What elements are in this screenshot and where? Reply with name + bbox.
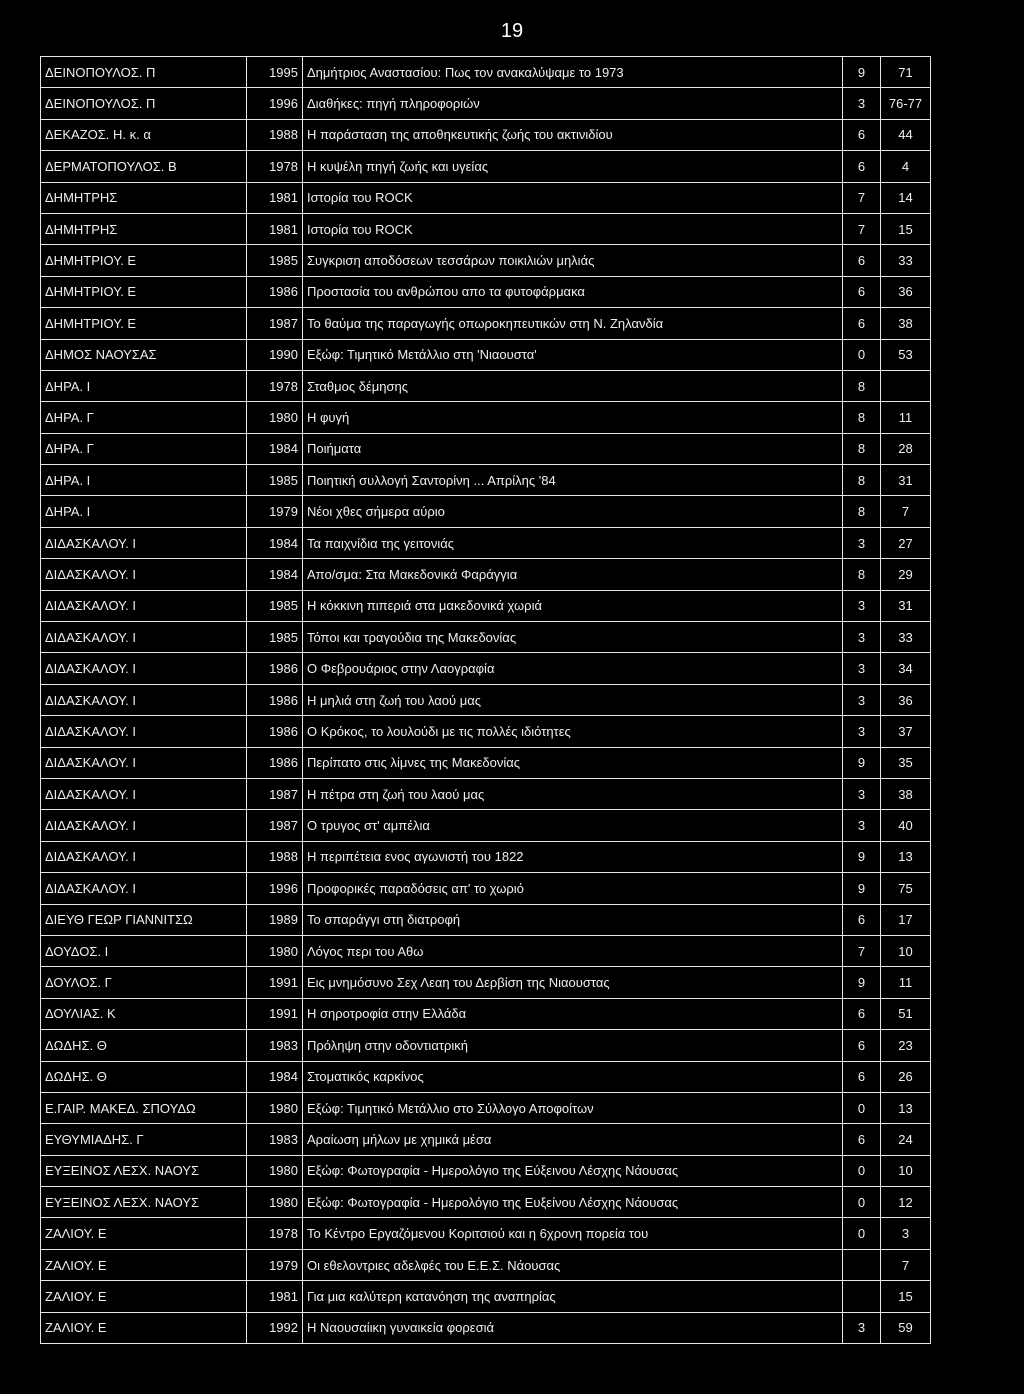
title-cell: Η κυψέλη πηγή ζωής και υγείας bbox=[303, 151, 843, 182]
year-cell: 1983 bbox=[247, 1124, 303, 1155]
year-cell: 1984 bbox=[247, 559, 303, 590]
year-cell: 1986 bbox=[247, 276, 303, 307]
table-row bbox=[41, 998, 931, 1029]
title-cell: Ποιητική συλλογή Σαντορίνη ... Απρίλης '84 bbox=[303, 465, 843, 496]
table-row bbox=[41, 339, 931, 370]
title-cell: Ιστορία του ROCK bbox=[303, 182, 843, 213]
page-cell: 53 bbox=[881, 339, 931, 370]
table-row bbox=[41, 1030, 931, 1061]
page-cell: 15 bbox=[881, 213, 931, 244]
table-row bbox=[41, 935, 931, 966]
title-cell: Ο Κρόκος, το λουλούδι με τις πολλές ιδιότητες bbox=[303, 716, 843, 747]
page-cell: 13 bbox=[881, 841, 931, 872]
title-cell: Η Ναουσαίικη γυναικεία φορεσιά bbox=[303, 1312, 843, 1343]
page-cell: 27 bbox=[881, 527, 931, 558]
title-cell: Η περιπέτεια ενος αγωνιστή του 1822 bbox=[303, 841, 843, 872]
title-cell: Η παράσταση της αποθηκευτικής ζωής του ακτινιδίου bbox=[303, 119, 843, 150]
author-cell: ΔΗΡΑ. Ι bbox=[41, 465, 247, 496]
title-cell: Ο τρυγος στ' αμπέλια bbox=[303, 810, 843, 841]
year-cell: 1979 bbox=[247, 1249, 303, 1280]
issue-cell: 9 bbox=[843, 57, 881, 88]
title-cell: Ποιήματα bbox=[303, 433, 843, 464]
author-cell: ΔΗΜΗΤΡΙΟΥ. Ε bbox=[41, 245, 247, 276]
issue-cell: 6 bbox=[843, 245, 881, 276]
author-cell: ΔΙΔΑΣΚΑΛΟΥ. Ι bbox=[41, 653, 247, 684]
year-cell: 1992 bbox=[247, 1312, 303, 1343]
year-cell: 1981 bbox=[247, 182, 303, 213]
page-cell: 10 bbox=[881, 1155, 931, 1186]
table-row bbox=[41, 402, 931, 433]
table-row bbox=[41, 622, 931, 653]
author-cell: ΔΕΙΝΟΠΟΥΛΟΣ. Π bbox=[41, 57, 247, 88]
author-cell: ΔΙΔΑΣΚΑΛΟΥ. Ι bbox=[41, 527, 247, 558]
page-cell: 29 bbox=[881, 559, 931, 590]
author-cell: ΔΙΔΑΣΚΑΛΟΥ. Ι bbox=[41, 684, 247, 715]
page-cell: 24 bbox=[881, 1124, 931, 1155]
page-cell: 7 bbox=[881, 496, 931, 527]
author-cell: ΔΗΜΗΤΡΗΣ bbox=[41, 182, 247, 213]
author-cell: ΔΗΡΑ. Ι bbox=[41, 496, 247, 527]
table-row bbox=[41, 747, 931, 778]
year-cell: 1985 bbox=[247, 590, 303, 621]
issue-cell: 9 bbox=[843, 967, 881, 998]
year-cell: 1978 bbox=[247, 1218, 303, 1249]
year-cell: 1986 bbox=[247, 653, 303, 684]
title-cell: Για μια καλύτερη κατανόηση της αναπηρίας bbox=[303, 1281, 843, 1312]
author-cell: ΔΩΔΗΣ. Θ bbox=[41, 1061, 247, 1092]
issue-cell: 0 bbox=[843, 1187, 881, 1218]
year-cell: 1980 bbox=[247, 1155, 303, 1186]
issue-cell: 9 bbox=[843, 841, 881, 872]
author-cell: ΔΙΔΑΣΚΑΛΟΥ. Ι bbox=[41, 778, 247, 809]
page-cell: 40 bbox=[881, 810, 931, 841]
issue-cell bbox=[843, 1249, 881, 1280]
year-cell: 1988 bbox=[247, 841, 303, 872]
table-row bbox=[41, 465, 931, 496]
year-cell: 1985 bbox=[247, 622, 303, 653]
page-cell: 26 bbox=[881, 1061, 931, 1092]
page-cell: 51 bbox=[881, 998, 931, 1029]
year-cell: 1996 bbox=[247, 873, 303, 904]
table-row bbox=[41, 276, 931, 307]
year-cell: 1989 bbox=[247, 904, 303, 935]
year-cell: 1986 bbox=[247, 716, 303, 747]
author-cell: ΔΕΚΑΖΟΣ. Η. κ. α bbox=[41, 119, 247, 150]
page-cell: 11 bbox=[881, 967, 931, 998]
issue-cell: 7 bbox=[843, 935, 881, 966]
table-row bbox=[41, 1187, 931, 1218]
issue-cell: 3 bbox=[843, 622, 881, 653]
table-row bbox=[41, 1281, 931, 1312]
title-cell: Απο/σμα: Στα Μακεδονικά Φαράγγια bbox=[303, 559, 843, 590]
author-cell: ΔΙΔΑΣΚΑΛΟΥ. Ι bbox=[41, 873, 247, 904]
title-cell: Νέοι χθες σήμερα αύριο bbox=[303, 496, 843, 527]
title-cell: Εξώφ: Φωτογραφία - Ημερολόγιο της Ευξείνου Λέσχης Νάουσας bbox=[303, 1187, 843, 1218]
issue-cell: 8 bbox=[843, 402, 881, 433]
table-row bbox=[41, 1312, 931, 1343]
year-cell: 1984 bbox=[247, 433, 303, 464]
table-row bbox=[41, 213, 931, 244]
table-row bbox=[41, 873, 931, 904]
year-cell: 1985 bbox=[247, 245, 303, 276]
issue-cell: 6 bbox=[843, 308, 881, 339]
issue-cell: 6 bbox=[843, 1061, 881, 1092]
year-cell: 1995 bbox=[247, 57, 303, 88]
issue-cell: 9 bbox=[843, 873, 881, 904]
issue-cell: 0 bbox=[843, 1155, 881, 1186]
issue-cell: 9 bbox=[843, 747, 881, 778]
page-number: 19 bbox=[500, 20, 524, 42]
issue-cell: 8 bbox=[843, 496, 881, 527]
table-row bbox=[41, 1092, 931, 1123]
title-cell: Αραίωση μήλων με χημικά μέσα bbox=[303, 1124, 843, 1155]
year-cell: 1991 bbox=[247, 967, 303, 998]
author-cell: ΕΥΞΕΙΝΟΣ ΛΕΣΧ. ΝΑΟΥΣ bbox=[41, 1155, 247, 1186]
table-row bbox=[41, 496, 931, 527]
year-cell: 1978 bbox=[247, 370, 303, 401]
title-cell: Εξώφ: Τιμητικό Μετάλλιο στο Σύλλογο Αποφοίτων bbox=[303, 1092, 843, 1123]
year-cell: 1980 bbox=[247, 402, 303, 433]
table-row bbox=[41, 1249, 931, 1280]
page-cell: 35 bbox=[881, 747, 931, 778]
author-cell: ΔΗΡΑ. Ι bbox=[41, 370, 247, 401]
issue-cell: 8 bbox=[843, 433, 881, 464]
issue-cell: 3 bbox=[843, 590, 881, 621]
table-row bbox=[41, 151, 931, 182]
page-cell bbox=[881, 370, 931, 401]
page-cell: 13 bbox=[881, 1092, 931, 1123]
table-row bbox=[41, 245, 931, 276]
year-cell: 1980 bbox=[247, 935, 303, 966]
page-cell: 15 bbox=[881, 1281, 931, 1312]
page-cell: 31 bbox=[881, 590, 931, 621]
author-cell: ΔΙΔΑΣΚΑΛΟΥ. Ι bbox=[41, 810, 247, 841]
year-cell: 1981 bbox=[247, 213, 303, 244]
author-cell: ΖΑΛΙΟΥ. Ε bbox=[41, 1249, 247, 1280]
page-cell: 17 bbox=[881, 904, 931, 935]
page-cell: 11 bbox=[881, 402, 931, 433]
year-cell: 1987 bbox=[247, 778, 303, 809]
year-cell: 1980 bbox=[247, 1187, 303, 1218]
title-cell: Η κόκκινη πιπεριά στα μακεδονικά χωριά bbox=[303, 590, 843, 621]
page-cell: 28 bbox=[881, 433, 931, 464]
author-cell: ΔΙΔΑΣΚΑΛΟΥ. Ι bbox=[41, 747, 247, 778]
author-cell: ΔΗΜΗΤΡΙΟΥ. Ε bbox=[41, 276, 247, 307]
issue-cell: 6 bbox=[843, 1124, 881, 1155]
author-cell: ΔΙΔΑΣΚΑΛΟΥ. Ι bbox=[41, 622, 247, 653]
table-row bbox=[41, 778, 931, 809]
year-cell: 1987 bbox=[247, 308, 303, 339]
year-cell: 1983 bbox=[247, 1030, 303, 1061]
issue-cell: 0 bbox=[843, 339, 881, 370]
page-cell: 4 bbox=[881, 151, 931, 182]
issue-cell: 8 bbox=[843, 370, 881, 401]
year-cell: 1986 bbox=[247, 684, 303, 715]
table-body bbox=[41, 57, 931, 1344]
author-cell: ΔΙΔΑΣΚΑΛΟΥ. Ι bbox=[41, 559, 247, 590]
page-cell: 75 bbox=[881, 873, 931, 904]
page-cell: 7 bbox=[881, 1249, 931, 1280]
title-cell: Ιστορία του ROCK bbox=[303, 213, 843, 244]
bibliography-table bbox=[40, 56, 931, 1344]
page-cell: 12 bbox=[881, 1187, 931, 1218]
issue-cell: 3 bbox=[843, 88, 881, 119]
author-cell: ΕΥΘΥΜΙΑΔΗΣ. Γ bbox=[41, 1124, 247, 1155]
page-cell: 31 bbox=[881, 465, 931, 496]
title-cell: Στοματικός καρκίνος bbox=[303, 1061, 843, 1092]
title-cell: Σταθμος δέμησης bbox=[303, 370, 843, 401]
author-cell: ΔΙΔΑΣΚΑΛΟΥ. Ι bbox=[41, 590, 247, 621]
table-row bbox=[41, 119, 931, 150]
author-cell: ΔΙΔΑΣΚΑΛΟΥ. Ι bbox=[41, 716, 247, 747]
year-cell: 1990 bbox=[247, 339, 303, 370]
issue-cell: 8 bbox=[843, 559, 881, 590]
table-row bbox=[41, 653, 931, 684]
author-cell: ΖΑΛΙΟΥ. Ε bbox=[41, 1312, 247, 1343]
table-row bbox=[41, 841, 931, 872]
page-cell: 3 bbox=[881, 1218, 931, 1249]
issue-cell: 6 bbox=[843, 998, 881, 1029]
year-cell: 1988 bbox=[247, 119, 303, 150]
issue-cell: 6 bbox=[843, 904, 881, 935]
author-cell: Ε.ΓΑΙΡ. ΜΑΚΕΔ. ΣΠΟΥΔΩ bbox=[41, 1092, 247, 1123]
page-cell: 44 bbox=[881, 119, 931, 150]
issue-cell: 3 bbox=[843, 778, 881, 809]
author-cell: ΔΕΙΝΟΠΟΥΛΟΣ. Π bbox=[41, 88, 247, 119]
author-cell: ΔΟΥΛΙΑΣ. Κ bbox=[41, 998, 247, 1029]
year-cell: 1980 bbox=[247, 1092, 303, 1123]
table-row bbox=[41, 57, 931, 88]
table-row bbox=[41, 1061, 931, 1092]
title-cell: Η φυγή bbox=[303, 402, 843, 433]
page-cell: 33 bbox=[881, 245, 931, 276]
title-cell: Λόγος περι του Αθω bbox=[303, 935, 843, 966]
title-cell: Περίπατο στις λίμνες της Μακεδονίας bbox=[303, 747, 843, 778]
title-cell: Συγκριση αποδόσεων τεσσάρων ποικιλιών μηλιάς bbox=[303, 245, 843, 276]
page-cell: 36 bbox=[881, 684, 931, 715]
table-row bbox=[41, 433, 931, 464]
page-cell: 59 bbox=[881, 1312, 931, 1343]
author-cell: ΔΩΔΗΣ. Θ bbox=[41, 1030, 247, 1061]
title-cell: Εις μνημόσυνο Σεχ Λεαη του Δερβίση της Νιαουστας bbox=[303, 967, 843, 998]
table-row bbox=[41, 182, 931, 213]
year-cell: 1981 bbox=[247, 1281, 303, 1312]
issue-cell: 3 bbox=[843, 810, 881, 841]
title-cell: Το Κέντρο Εργαζόμενου Κοριτσιού και η 6χρονη πορεία του bbox=[303, 1218, 843, 1249]
author-cell: ΔΗΡΑ. Γ bbox=[41, 402, 247, 433]
table-row bbox=[41, 716, 931, 747]
title-cell: Η πέτρα στη ζωή του λαού μας bbox=[303, 778, 843, 809]
author-cell: ΔΙΔΑΣΚΑΛΟΥ. Ι bbox=[41, 841, 247, 872]
year-cell: 1996 bbox=[247, 88, 303, 119]
year-cell: 1984 bbox=[247, 527, 303, 558]
year-cell: 1978 bbox=[247, 151, 303, 182]
title-cell: Εξώφ: Τιμητικό Μετάλλιο στη 'Νιαουστα' bbox=[303, 339, 843, 370]
issue-cell: 3 bbox=[843, 527, 881, 558]
page-cell: 34 bbox=[881, 653, 931, 684]
table-row bbox=[41, 370, 931, 401]
year-cell: 1984 bbox=[247, 1061, 303, 1092]
author-cell: ΔΙΕΥΘ ΓΕΩΡ ΓΙΑΝΝΙΤΣΩ bbox=[41, 904, 247, 935]
title-cell: Πρόληψη στην οδοντιατρική bbox=[303, 1030, 843, 1061]
table-row bbox=[41, 684, 931, 715]
author-cell: ΖΑΛΙΟΥ. Ε bbox=[41, 1281, 247, 1312]
title-cell: Η σηροτροφία στην Ελλάδα bbox=[303, 998, 843, 1029]
title-cell: Προφορικές παραδόσεις απ' το χωριό bbox=[303, 873, 843, 904]
title-cell: Τόποι και τραγούδια της Μακεδονίας bbox=[303, 622, 843, 653]
title-cell: Οι εθελοντριες αδελφές του Ε.Ε.Σ. Νάουσας bbox=[303, 1249, 843, 1280]
issue-cell: 3 bbox=[843, 1312, 881, 1343]
issue-cell: 7 bbox=[843, 213, 881, 244]
page-cell: 14 bbox=[881, 182, 931, 213]
issue-cell: 8 bbox=[843, 465, 881, 496]
author-cell: ΖΑΛΙΟΥ. Ε bbox=[41, 1218, 247, 1249]
issue-cell: 6 bbox=[843, 1030, 881, 1061]
page-cell: 38 bbox=[881, 778, 931, 809]
year-cell: 1985 bbox=[247, 465, 303, 496]
author-cell: ΔΗΡΑ. Γ bbox=[41, 433, 247, 464]
year-cell: 1987 bbox=[247, 810, 303, 841]
author-cell: ΔΗΜΟΣ ΝΑΟΥΣΑΣ bbox=[41, 339, 247, 370]
author-cell: ΔΟΥΔΟΣ. Ι bbox=[41, 935, 247, 966]
issue-cell: 3 bbox=[843, 716, 881, 747]
table-row bbox=[41, 590, 931, 621]
title-cell: Διαθήκες: πηγή πληροφοριών bbox=[303, 88, 843, 119]
table-row bbox=[41, 1155, 931, 1186]
issue-cell: 7 bbox=[843, 182, 881, 213]
title-cell: Εξώφ: Φωτογραφία - Ημερολόγιο της Εύξεινου Λέσχης Νάουσας bbox=[303, 1155, 843, 1186]
issue-cell bbox=[843, 1281, 881, 1312]
table-row bbox=[41, 904, 931, 935]
page-cell: 33 bbox=[881, 622, 931, 653]
issue-cell: 6 bbox=[843, 119, 881, 150]
issue-cell: 6 bbox=[843, 276, 881, 307]
author-cell: ΔΗΜΗΤΡΗΣ bbox=[41, 213, 247, 244]
issue-cell: 6 bbox=[843, 151, 881, 182]
title-cell: Ο Φεβρουάριος στην Λαογραφία bbox=[303, 653, 843, 684]
title-cell: Δημήτριος Αναστασίου: Πως τον ανακαλύψαμε το 1973 bbox=[303, 57, 843, 88]
page-cell: 36 bbox=[881, 276, 931, 307]
author-cell: ΔΟΥΛΟΣ. Γ bbox=[41, 967, 247, 998]
title-cell: Τα παιχνίδια της γειτονιάς bbox=[303, 527, 843, 558]
issue-cell: 0 bbox=[843, 1092, 881, 1123]
issue-cell: 3 bbox=[843, 684, 881, 715]
page-cell: 38 bbox=[881, 308, 931, 339]
table-row bbox=[41, 308, 931, 339]
table-row bbox=[41, 527, 931, 558]
year-cell: 1979 bbox=[247, 496, 303, 527]
year-cell: 1991 bbox=[247, 998, 303, 1029]
page-cell: 10 bbox=[881, 935, 931, 966]
page-cell: 37 bbox=[881, 716, 931, 747]
table-row bbox=[41, 1124, 931, 1155]
table-row bbox=[41, 810, 931, 841]
author-cell: ΕΥΞΕΙΝΟΣ ΛΕΣΧ. ΝΑΟΥΣ bbox=[41, 1187, 247, 1218]
title-cell: Το σπαράγγι στη διατροφή bbox=[303, 904, 843, 935]
author-cell: ΔΕΡΜΑΤΟΠΟΥΛΟΣ. Β bbox=[41, 151, 247, 182]
page-cell: 23 bbox=[881, 1030, 931, 1061]
table-row bbox=[41, 559, 931, 590]
title-cell: Προστασία του ανθρώπου απο τα φυτοφάρμακα bbox=[303, 276, 843, 307]
page-cell: 71 bbox=[881, 57, 931, 88]
table-row bbox=[41, 88, 931, 119]
issue-cell: 3 bbox=[843, 653, 881, 684]
author-cell: ΔΗΜΗΤΡΙΟΥ. Ε bbox=[41, 308, 247, 339]
year-cell: 1986 bbox=[247, 747, 303, 778]
table-row bbox=[41, 1218, 931, 1249]
table-row bbox=[41, 967, 931, 998]
title-cell: Η μηλιά στη ζωή του λαού μας bbox=[303, 684, 843, 715]
title-cell: Το θαύμα της παραγωγής οπωροκηπευτικών στη Ν. Ζηλανδία bbox=[303, 308, 843, 339]
issue-cell: 0 bbox=[843, 1218, 881, 1249]
page-cell: 76-77 bbox=[881, 88, 931, 119]
